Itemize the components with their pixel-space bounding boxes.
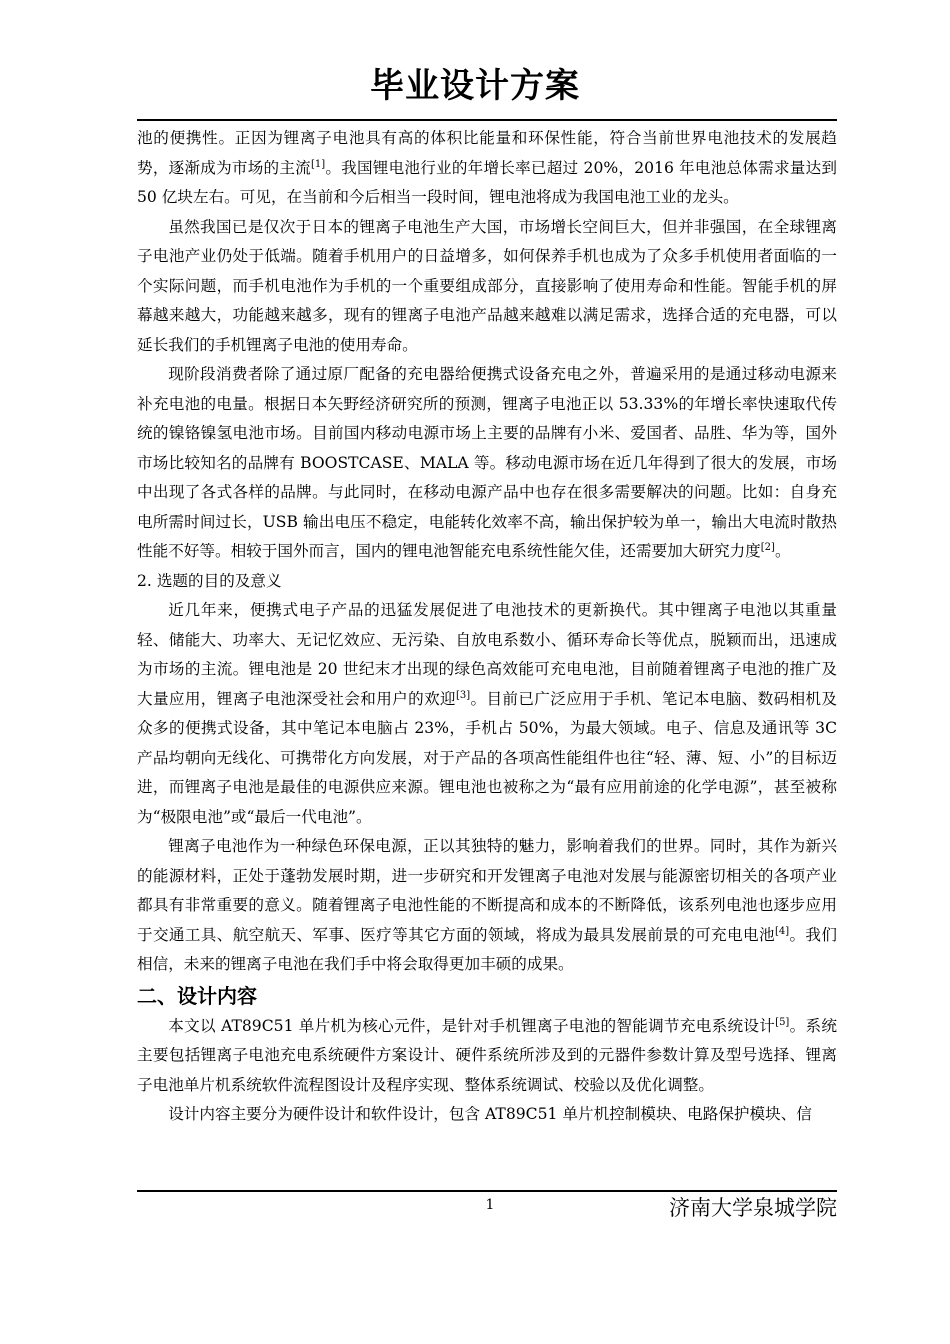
paragraph-3-text: 现阶段消费者除了通过原厂配备的充电器给便携式设备充电之外，普遍采用的是通过移动电源来补充电池的电量。根据日本矢野经济研究所的预测，锂离子电池正以 53.33%的年增长率快速取代传统的镍铬镍氢电池市场。目前国内移动电源市场上主要的品牌有小米、爱国者、品胜、华为等，国外市场比较知名的品牌有 BOOSTCASE、MALA 等。移动电源市场在近几年得到了很大的发展，市场中出现了各式各样的品牌。与此同时，在移动电源产品中也存在很多需要解决的问题。比如：自身充电所需时间过长，USB 输出电压不稳定，电能转化效率不高，输出保护较为单一，输出大电流时散热性能不好等。相较于国外而言，国内的锂电池智能充电系统性能欠佳，还需要加大研究力度 (137, 365, 837, 560)
paragraph-4-text-cont: 。目前已广泛应用于手机、笔记本电脑、数码相机及众多的便携式设备，其中笔记本电脑占 23%，手机占 50%，为最大领域。电子、信息及通讯等 3C 产品均朝向无线化、可携带化方向发展，对于产品的各项高性能组件也往“轻、薄、短、小”的目标迈进，而锂离子电池是最佳的电源供应来源。锂电池也被称之为“最有应用前途的化学电源”，甚至被称为“极限电池”或“最后一代电池”。 (137, 689, 837, 826)
section-heading: 二、设计内容 (137, 983, 257, 1008)
page-number: 1 (485, 1197, 495, 1213)
paragraph-6-text: 本文以 AT89C51 单片机为核心元件，是针对手机锂离子电池的智能调节充电系统设计 (168, 1016, 776, 1035)
paragraph-4 (137, 596, 837, 832)
section-subheading: 2. 选题的目的及意义 (137, 571, 282, 590)
document-body (137, 124, 837, 1130)
paragraph-6 (137, 1012, 837, 1101)
paragraph-3 (137, 360, 837, 567)
header-rule (137, 119, 837, 121)
paragraph-1-text: 池的便携性。正因为锂离子电池具有高的体积比能量和环保性能，符合当前世界电池技术的发展趋势，逐渐成为市场的主流 (137, 129, 837, 177)
paragraph-5-text-cont: 。我们相信，未来的锂离子电池在我们手中将会取得更加丰硕的成果。 (137, 925, 837, 973)
paragraph-4-text: 近几年来，便携式电子产品的迅猛发展促进了电池技术的更新换代。其中锂离子电池以其重量轻、储能大、功率大、无记忆效应、无污染、自放电系数小、循环寿命长等优点，脱颖而出，迅速成为市场的主流。锂电池是 20 世纪末才出现的绿色高效能可充电电池，目前随着锂离子电池的推广及大量应用，锂离子电池深受社会和用户的欢迎 (137, 601, 837, 708)
citation-2: [2] (760, 542, 775, 553)
page-title: 毕业设计方案 (370, 66, 580, 106)
citation-5: [5] (775, 1016, 790, 1028)
paragraph-7: 设计内容主要分为硬件设计和软件设计，包含 AT89C51 单片机控制模块、电路保护模块、信 (168, 1105, 812, 1123)
citation-3: [3] (455, 689, 471, 701)
paragraph-1 (137, 124, 837, 213)
paragraph-5 (137, 832, 837, 980)
paragraph-6-text-cont: 。系统主要包括锂离子电池充电系统硬件方案设计、硬件系统所涉及到的元器件参数计算及型号选择、锂离子电池单片机系统软件流程图设计及程序实现、整体系统调试、校验以及优化调整。 (137, 1016, 837, 1094)
paragraph-2: 虽然我国已是仅次于日本的锂离子电池生产大国，市场增长空间巨大，但并非强国，在全球锂离子电池产业仍处于低端。随着手机用户的日益增多，如何保养手机也成为了众多手机使用者面临的一个实际问题，而手机电池作为手机的一个重要组成部分，直接影响了使用寿命和性能。智能手机的屏幕越来越大，功能越来越多，现有的锂离子电池产品越来越难以满足需求，选择合适的充电器，可以延长我们的手机锂离子电池的使用寿命。 (137, 217, 837, 354)
paragraph-5-text: 锂离子电池作为一种绿色环保电源，正以其独特的魅力，影响着我们的世界。同时，其作为新兴的能源材料，正处于蓬勃发展时期，进一步研究和开发锂离子电池对发展与能源密切相关的各项产业都具有非常重要的意义。随着锂离子电池性能的不断提高和成本的不断降低，该系列电池也逐步应用于交通工具、航空航天、军事、医疗等其它方面的领域，将成为最具发展前景的可充电电池 (137, 837, 837, 944)
paragraph-1-text-cont: 。我国锂电池行业的年增长率已超过 20%，2016 年电池总体需求量达到 50 亿块左右。可见，在当前和今后相当一段时间，锂电池将成为我国电池工业的龙头。 (137, 158, 837, 206)
citation-1: [1] (310, 158, 326, 170)
footer-rule (137, 1190, 837, 1192)
paragraph-3-text-cont: 。 (774, 542, 791, 560)
citation-4: [4] (774, 925, 790, 937)
footer-school-name: 济南大学泉城学院 (669, 1196, 837, 1220)
